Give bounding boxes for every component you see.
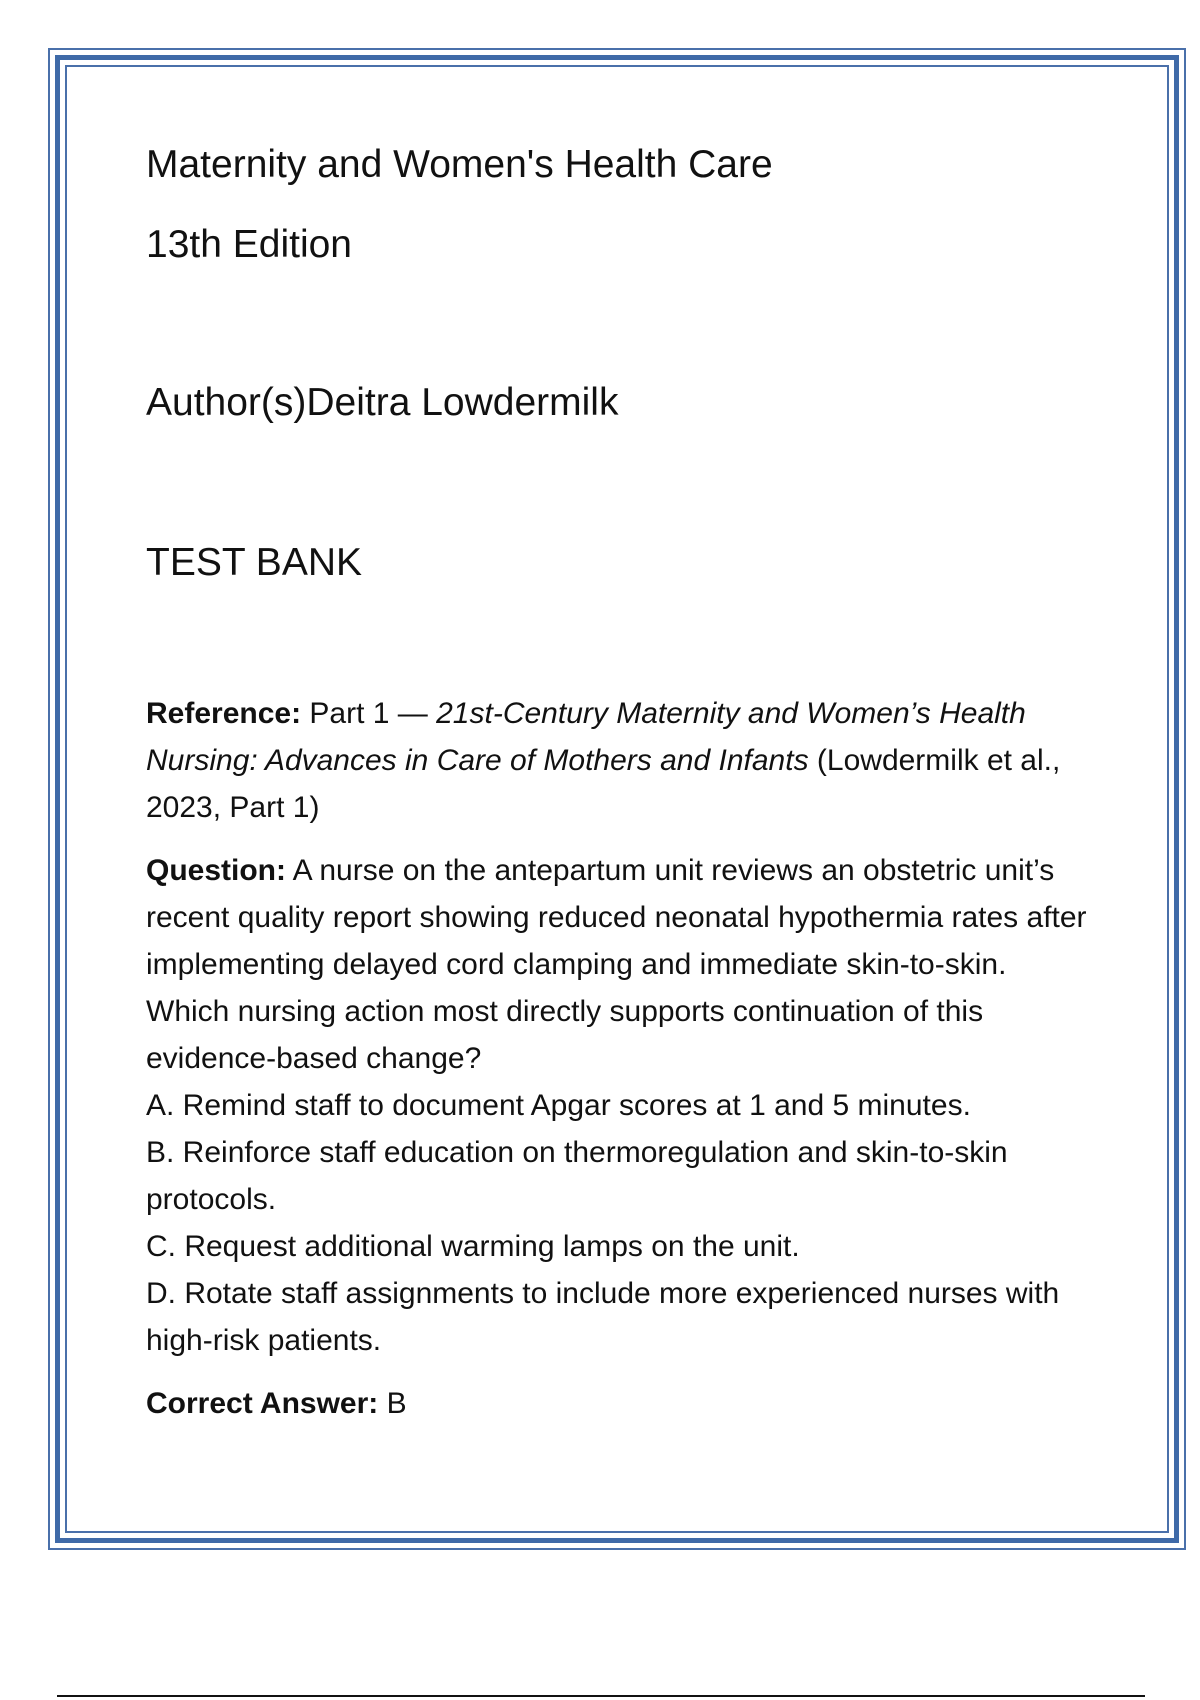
reference-label: Reference: [146, 697, 302, 730]
answer-option-b: B. Reinforce staff education on thermoregulation and skin-to-skin protocols. [146, 1136, 1008, 1216]
question-stem: A nurse on the antepartum unit reviews an obstetric unit’s recent quality report showing reduced neonatal hypothermia rates after implementing delayed cord clamping and immediate skin-to-skin. Which nursing action most directly supports continuation of this evidence-based change? [146, 854, 1087, 1075]
answer-option-d: D. Rotate staff assignments to include more experienced nurses with high-risk patients. [146, 1277, 1060, 1357]
correct-answer-value: B [378, 1387, 407, 1420]
reference-block [146, 690, 1096, 831]
footer-rule [57, 1695, 1145, 1697]
correct-answer-block [146, 1380, 1096, 1427]
book-edition: 13th Edition [146, 223, 352, 266]
reference-title: 21st-Century Maternity and Women’s Health Nursing: Advances in Care of Mothers and Infants [146, 697, 1026, 777]
reference-part: Part 1 — [301, 697, 437, 730]
question-label: Question: [146, 854, 286, 887]
question-block [146, 847, 1096, 1364]
answer-option-c: C. Request additional warming lamps on the unit. [146, 1230, 800, 1263]
section-heading: TEST BANK [146, 541, 363, 584]
book-title: Maternity and Women's Health Care [146, 143, 773, 186]
book-author: Author(s)Deitra Lowdermilk [146, 381, 619, 424]
document-content [146, 140, 1096, 1427]
answer-option-a: A. Remind staff to document Apgar scores at 1 and 5 minutes. [146, 1089, 971, 1122]
reference-citation: (Lowdermilk et al., 2023, Part 1) [146, 744, 1061, 824]
correct-answer-label: Correct Answer: [146, 1387, 379, 1420]
